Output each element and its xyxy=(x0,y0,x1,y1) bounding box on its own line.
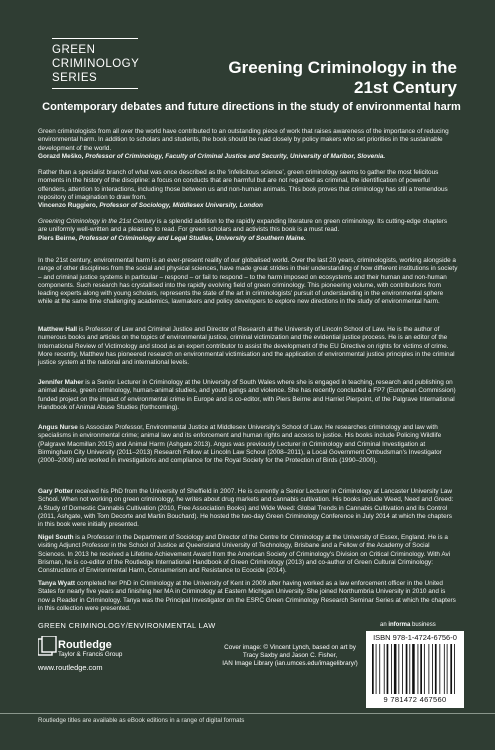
bio-text: is a Senior Lecturer in Criminology at the University of South Wales where she is engaged in teaching, research and publishing on animal abuse, green criminology, human-animal studies, and youth gangs and violence. She has recently concluded a FP7 (European Commission) funded project on the impact of environmental crime in Europe and is co-editor, with Piers Beirne and Harriet Pierpoint, of the Palgrave International Handbook of Animal Abuse Studies (forthcoming). xyxy=(38,379,456,411)
publisher-group: Taylor & Francis Group xyxy=(58,651,123,658)
footer-divider xyxy=(0,713,495,714)
endorsement-quote: Rather than a specialist branch of what was once described as the ‘infelicitous science’, green criminology seems to gather the most felicitous moments in the history of the discipline: a focus on conducts that are harmful but are not regarded as criminal, the identification of powerful offenders, attention to interactions, including those between us and non-human animals. This book proves that criminology has still a tremendous repository of imagination to draw from. xyxy=(38,169,448,201)
bio-text: is Professor of Law and Criminal Justice and Director of Research at the University of Lincoln School of Law. He is the author of numerous books and articles on the topics of environmental justice, criminal victimization and the evidential justice process. He is an editor of the International Review of Victimology and stood as an expert contributor to assist the development of the EU Directive on rights for victims of crime. More recently, Matthew has pioneered research on environmental victimisation and the application of environmental justice principles in the criminal justice system at the national and international levels. xyxy=(38,326,455,367)
isbn-number: ISBN 978-1-4724-6756-0 xyxy=(373,633,457,642)
endorsement-quote: Greening Criminology in the 21st Century is a splendid addition to the rapidly expanding literature on green criminology. Its cutting-edge chapters are uniformly well-written and a pleasure to read. For green scholars and activists this book is a must read. xyxy=(38,218,448,234)
barcode-number: 9 781472 467560 xyxy=(383,695,447,704)
bio-name: Angus Nurse xyxy=(38,424,78,431)
bio-name: Gary Potter xyxy=(38,488,73,495)
endorsement-attribution xyxy=(38,235,458,243)
bio-tanya-wyatt xyxy=(38,580,458,613)
bio-name: Jennifer Maher xyxy=(38,379,84,386)
endorser-affiliation: Professor of Sociology, Middlesex University, London xyxy=(99,202,263,210)
ebook-note: Routledge titles are available as eBook editions in a range of digital formats xyxy=(38,717,245,724)
bio-gary-potter xyxy=(38,488,458,529)
series-logo xyxy=(52,38,138,89)
endorsement-2 xyxy=(38,169,458,210)
bio-nigel-south xyxy=(38,534,458,575)
endorser-affiliation: Professor of Criminology and Legal Studies, University of Southern Maine. xyxy=(78,234,306,242)
publisher-name: Routledge xyxy=(58,639,112,651)
endorser-affiliation: Professor of Criminology, Faculty of Criminal Justice and Security, University of Maribor, Slovenia. xyxy=(85,152,386,160)
publisher-url[interactable]: www.routledge.com xyxy=(38,663,103,672)
book-subtitle: Contemporary debates and future directions in the study of environmental harm xyxy=(42,101,461,113)
footer-series-label: GREEN CRIMINOLOGY/ENVIRONMENTAL LAW xyxy=(38,621,216,630)
bio-matthew-hall xyxy=(38,326,458,367)
informa-business-mark: an informa business xyxy=(380,622,436,628)
bio-text: is Associate Professor, Environmental Justice at Middlesex University's School of Law. He researches criminology and law with specialisms in environmental crime; animal law and its enforcement and human rights and access to justice. His books include Policing Wildlife (Palgrave Macmillan 2015) and Animal Harm (Ashgate 2013). Angus was previously Lecturer in Criminology and Criminal Investigation at Birmingham City University (2011–2013) Research Fellow at Lincoln Law School (2008–2011), a Local Government Ombudsman's Investigator (2000–2008) and worked in investigations and compliance for the Royal Society for the Protection of Birds (1990–2000). xyxy=(38,424,442,465)
bio-text: received his PhD from the University of Sheffield in 2007. He is currently a Senior Lecturer in Criminology at Lancaster University Law School. When not working on green criminology, he writes about drug markets and cannabis cultivation. His books include Weed, Need and Greed: A Study of Domestic Cannabis Cultivation (2010, Free Association Books) and Wide Weed: Global Trends in Cannabis Cultivation and its Control (2011, Ashgate, with Tom Decorte and Martin Bouchard). He hosted the two-day Green Criminology Conference in July 2014 at which the chapters in this book were initially presented. xyxy=(38,488,454,529)
bio-name: Nigel South xyxy=(38,534,74,541)
book-title xyxy=(228,58,457,98)
barcode-icon xyxy=(372,644,458,694)
bio-angus-nurse xyxy=(38,424,458,465)
quoted-title: Greening Criminology in the 21st Century xyxy=(38,218,156,225)
series-line-2: CRIMINOLOGY xyxy=(52,58,140,70)
series-line-3: SERIES xyxy=(52,72,98,84)
endorser-name: Piers Beirne, xyxy=(38,234,78,242)
title-line-2: 21st Century xyxy=(354,78,457,97)
series-line-1: GREEN xyxy=(52,44,96,56)
bio-text: is a Professor in the Department of Sociology and Director of the Centre for Criminology at the University of Essex, England. He is a visiting Adjunct Professor in the School of Justice at Queensland University of Technology, Brisbane and a Fellow of the Academy of Social Sciences. In 2013 he received a Lifetime Achievement Award from the American Society of Criminology's Division on Critical Criminology. With Avi Brisman, he is co-editor of the Routledge International Handbook of Green Criminology (2013) and co-author of Green Cultural Criminology: Constructions of Environmental Harm, Consumerism and Resistance to Ecocide (2014). xyxy=(38,534,451,575)
barcode-panel xyxy=(366,631,464,708)
endorsement-3 xyxy=(38,218,458,243)
endorsement-attribution xyxy=(38,202,458,210)
bio-name: Tanya Wyatt xyxy=(38,580,76,587)
endorsement-quote: Green criminologists from all over the world have contributed to an outstanding piece of work that raises awareness of the importance of reducing environmental harm. In addition to scholars and students, the book should be read closely by policy makers who set priorities in the sustainable development of the world. xyxy=(38,128,449,152)
bio-jennifer-maher xyxy=(38,379,458,412)
endorsement-1 xyxy=(38,128,458,161)
bio-name: Matthew Hall xyxy=(38,326,78,333)
endorser-name: Gorazd Meško, xyxy=(38,152,84,160)
endorser-name: Vincenzo Ruggiero, xyxy=(38,202,98,210)
book-description: In the 21st century, environmental harm is an ever-present reality of our globalised world. Over the last 20 years, criminologists, working alongside a range of other disciplines from the social and physical sciences, have made great strides in their understanding of how different institutions in society – and criminal justice systems in particular – respond – or fail to respond – to the harm imposed on ecosystems and their human and non-human components. Such research has crystallised into the rapidly evolving field of green criminology. This pioneering volume, with contributions from leading experts along with young scholars, represents the state of the art in criminologists' pursuit of understanding in the environmental sphere while at the same time challenging academics, lawmakers and policy developers to explore new directions in the study of environmental harm. xyxy=(38,257,458,306)
cover-image-credit: Cover image: © Vincent Lynch, based on art by Tracy Saxby and Jason C. Fisher, IAN Image Library (ian.umces.edu/imagelibrary/) xyxy=(222,644,358,667)
endorsement-attribution xyxy=(38,153,458,161)
bio-text: completed her PhD in Criminology at the University of Kent in 2009 after having worked as a law enforcement officer in the United States for nearly five years and finishing her MA in Criminology at Eastern Michigan University. She joined Northumbria University in 2010 and is now a Reader in Criminology. Tanya was the Principal Investigator on the ESRC Green Criminology Research Seminar Series at which the chapters in this collection were presented. xyxy=(38,580,456,612)
title-line-1: Greening Criminology in the xyxy=(228,58,457,77)
